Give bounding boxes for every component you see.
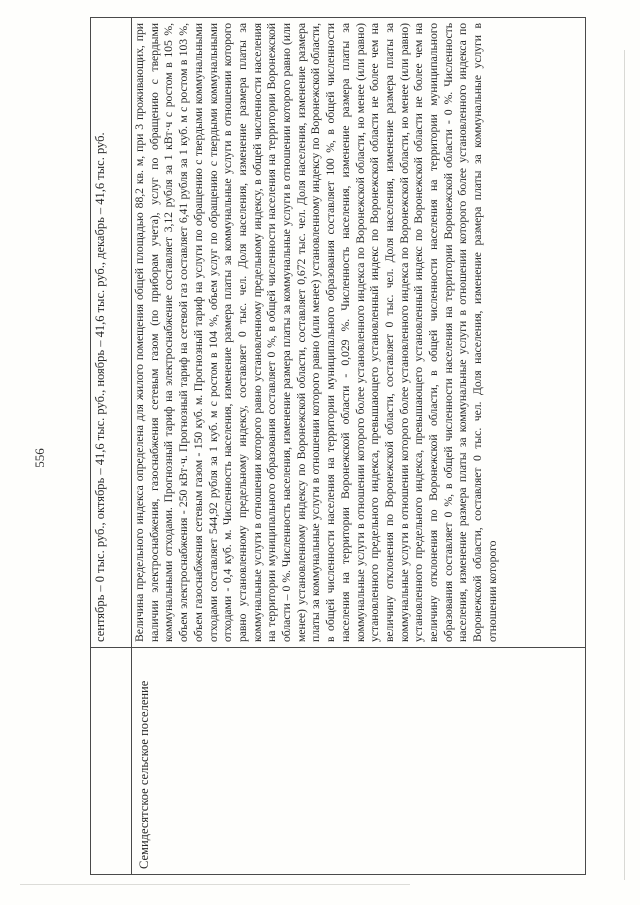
rotated-document-page [30, 23, 590, 883]
table-cell-description [132, 18, 586, 648]
table-cell-empty [91, 648, 132, 875]
continuation-text: сентябрь – 0 тыс. руб., октябрь – 41,6 тыс. руб., ноябрь – 41,6 тыс. руб., декабрь – 41,6 тыс. руб. [93, 132, 107, 642]
description-text: Величина предельного индекса определена для жилого помещения общей площадью 88,2 кв. м, при 3 проживающих, при наличии электроснабжения, газоснабжения сетевым газом (по приборам учета), услуг по обращению с твердыми коммунальными отходами. Прогнозный тариф на электроснабжение составляет 3,12 рубля за 1 кВт·ч с ростом в 105 %, объем электроснабжения - 250 кВт·ч. Прогнозный тариф на сетевой газ составляет 6,41 рубля за 1 куб. м с ростом в 103 %, объем газоснабжения сетевым газом - 150 куб. м. Прогнозный тариф на услуги по обращению с твердыми коммунальными отходами составляет 544,92 рубля за 1 куб. м с ростом в 104 %, объем услуг по обращению с твердыми коммунальными отходами - 0,4 куб. м. Численность населения, изменение размера платы за коммунальные услуги в отношении которого равно установленному предельному индексу, составляет 0 тыс. чел. Доля населения, изменение размера платы за коммунальные услуги в отношении которого равно установленному предельному индексу, в общей численности населения на территории муниципального образования составляет 0 %, в общей численности населения на территории Воронежской области – 0 %. Численность населения, изменение размера платы за коммунальные услуги в отношении которого равно (или менее) установленному индексу по Воронежской области, составляет 0,672 тыс. чел. Доля населения, изменение размера платы за коммунальные услуги в отношении которого равно (или менее) установленному индексу по Воронежской области, в общей численности населения на территории муниципального образования составляет 100 %, в общей численности населения на территории Воронежской области - 0,029 %. Численность населения, изменение размера платы за коммунальные услуги в отношении которого более установленного индекса по Воронежской области, но менее (или равно) установленного предельного индекса, превышающего установленный индекс по Воронежской области не более чем на величину отклонения по Воронежской области, составляет 0 тыс. чел. Доля населения, изменение размера платы за коммунальные услуги в отношении которого более установленного индекса по Воронежской области, но менее (или равно) установленного предельного индекса, превышающего установленный индекс по Воронежской области не более чем на величину отклонения по Воронежской области, в общей численности населения на территории муниципального образования составляет 0 %, в общей численности населения на территории Воронежской области - 0 %. Численность населения, изменение размера платы за коммунальные услуги в отношении которого более установленного индекса по Воронежской области, составляет 0 тыс. чел. Доля населения, изменение размера платы за коммунальные услуги в отношении которого [133, 23, 499, 642]
document-table [90, 17, 586, 875]
table-row [91, 18, 132, 875]
page-number: 556 [32, 448, 47, 468]
settlement-name: Семидесятское сельское поселение [137, 680, 151, 869]
table-cell-continuation [91, 18, 132, 648]
table-cell-settlement [132, 648, 586, 875]
table-row [132, 18, 586, 875]
scan-bottom-line [20, 884, 410, 885]
scan-edge-line [624, 50, 625, 880]
